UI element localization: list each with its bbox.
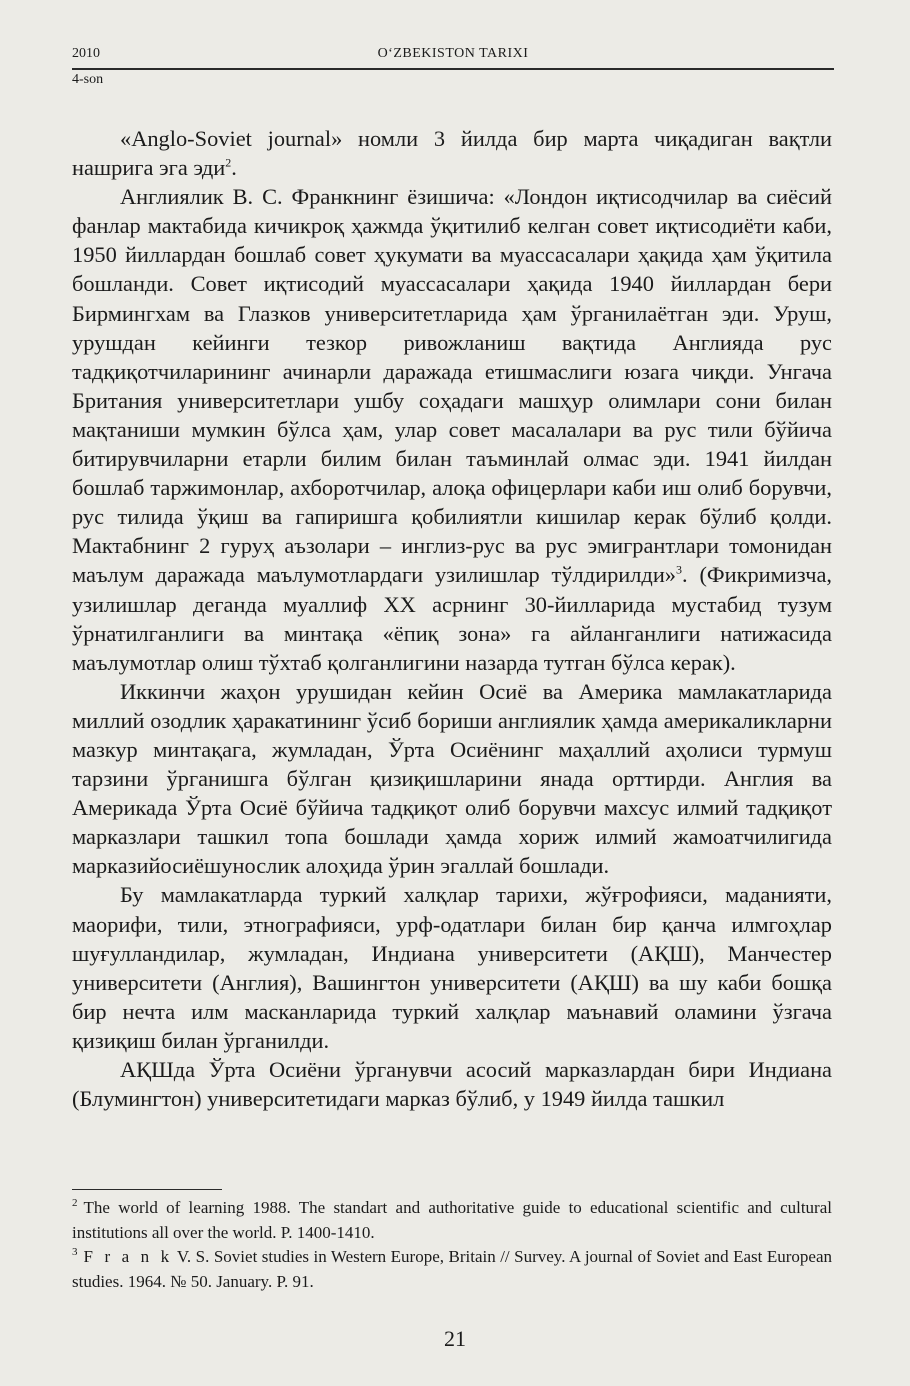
footnote xyxy=(72,1245,832,1294)
header-issue: 4-son xyxy=(72,72,104,87)
paragraph-tail: . (Фикримизча, узилишлар деганда муаллиф XX асрнинг 30-йилларида мустабид тузум ўрнатилганлиги ва минтақа «ёпиқ зона» га айланганлиги натижасида маълумотлар олиш тўхтаб қолганлигини назарда тутган бўлса керак). xyxy=(72,562,833,675)
running-header xyxy=(72,46,834,92)
paragraph xyxy=(72,182,832,677)
header-journal-title: O‘ZBEKISTON TARIXI xyxy=(377,46,529,61)
paragraph xyxy=(72,677,832,881)
footnote-ref[interactable]: 2 xyxy=(225,155,232,170)
page-number: 21 xyxy=(444,1326,466,1351)
footnote-number: 2 xyxy=(72,1197,78,1210)
paragraph-tail: . xyxy=(231,155,237,181)
footnote-text: The world of learning 1988. The standart and authoritative guide to educational scientific and cultural institutions all over the world. P. 1400-1410. xyxy=(72,1198,832,1242)
header-rule xyxy=(72,68,834,70)
paragraph xyxy=(72,1055,832,1113)
footnote-text: V. S. Soviet studies in Western Europe, Britain // Survey. A journal of Soviet and East European studies. 1964. № 50. January. P. 91. xyxy=(72,1247,833,1291)
footnote-separator xyxy=(72,1189,222,1190)
paragraph-text: Иккинчи жаҳон урушидан кейин Осиё ва Америка мамлакатларида миллий озодлик ҳаракатининг ўсиб бориши англиялик ҳамда америкаликларни мазкур минтақага, жумладан, Ўрта Осиёнинг маҳаллий аҳолиси турмуш тарзини ўрганишга бўлган қизиқишларини янада орттирди. Англия ва Америкада Ўрта Осиё бўйича тадқиқот олиб борувчи махсус илмий тадқиқот марказлари ташкил топа бошлади ҳамда хориж илмий жамоатчилигида марказийосиёшунослик алоҳида ўрин эгаллай бошлади. xyxy=(72,678,832,879)
footnote xyxy=(72,1196,832,1245)
footnotes xyxy=(72,1196,832,1294)
paragraph xyxy=(72,124,832,182)
footnote-author: F r a n k xyxy=(83,1247,173,1266)
paragraph-text: Англиялик В. С. Франкнинг ёзишича: «Лондон иқтисодчилар ва сиёсий фанлар мактабида кичикроқ ҳажмда ўқитилиб келган совет иқтисодиёти каби, 1950 йиллардан бошлаб совет ҳукумати ва муассасалари ҳақида ҳам ўқитила бошланди. Совет иқтисодий муассасалари ҳақида 1940 йиллардан бери Бирмингхам ва Глазков университетларида ҳам ўрганилаётган эди. Уруш, урушдан кейинги тезкор ривожланиш вақтида Англияда рус тадқиқотчиларининг ачинарли даражада етишмаслиги юзага чиқди. Унгача Британия университетлари ушбу соҳадаги машҳур олимлари сони билан мақтаниши мумкин бўлса ҳам, улар совет масалалари ва рус тили бўйича битирувчиларни етарли билим билан таъминлай олмас эди. 1941 йилдан бошлаб таржимонлар, ахборотчилар, алоқа офицерлари каби иш олиб борувчи, рус тилида ўқиш ва гапиришга қобилиятли кишилар керак бўлиб қолди. Мактабнинг 2 гуруҳ аъзолари – инглиз-рус ва рус эмигрантлари томонидан маълум даражада маълумотлардаги узилишлар тўлдирилди» xyxy=(72,184,832,588)
paragraph-text: АҚШда Ўрта Осиёни ўрганувчи асосий марказлардан бири Индиана (Блумингтон) университетидаги марказ бўлиб, у 1949 йилда ташкил xyxy=(72,1057,832,1112)
paragraph-text: Бу мамлакатларда туркий халқлар тарихи, жўғрофияси, маданияти, маорифи, тили, этнографияси, урф-одатлари билан бир қанча илмгоҳлар шуғулландилар, жумладан, Индиана университети (АҚШ), Манчестер университети (Англия), Вашингтон университети (АҚШ) ва шу каби бошқа бир нечта илм масканларида туркий халқлар маънавий оламини ўзгача қизиқиш билан ўрганилди. xyxy=(72,882,832,1053)
paragraph-text: «Anglo-Soviet journal» номли 3 йилда бир марта чиқадиган вақтли нашрига эга эди xyxy=(72,126,832,181)
header-year: 2010 xyxy=(72,46,100,61)
footnote-number: 3 xyxy=(72,1246,78,1259)
paragraph xyxy=(72,880,832,1055)
footnote-ref[interactable]: 3 xyxy=(676,562,683,577)
article-body xyxy=(72,124,832,1113)
